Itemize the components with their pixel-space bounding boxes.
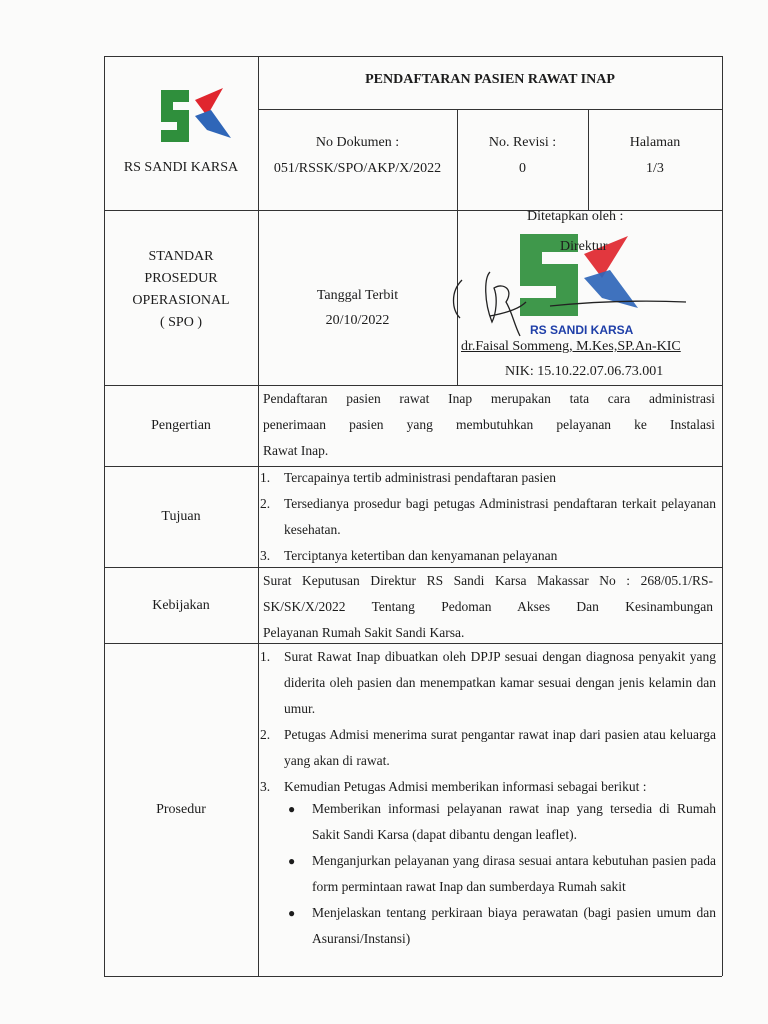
prosedur-bullet-list: [288, 796, 716, 952]
table-border-bottom: [104, 976, 722, 977]
list-item: ● Menjelaskan tentang perkiraan biaya perawatan (bagi pasien umum dan Asuransi/Instansi): [288, 905, 716, 946]
hospital-name: RS SANDI KARSA: [123, 160, 239, 175]
kebijakan-text: Surat Keputusan Direktur RS Sandi Karsa Makassar No : 268/05.1/RS- SK/SK/X/2022 Tentang Pedoman Akses Dan Kesinambungan Pelayanan Rumah Sakit Sandi Karsa.: [263, 573, 713, 640]
halaman-label: Halaman: [629, 135, 681, 150]
table-border-top: [104, 56, 722, 57]
no-dokumen-label: No Dokumen :: [315, 135, 400, 150]
jabatan-direktur: Direktur: [560, 239, 608, 254]
spo-label: STANDAR PROSEDUR OPERASIONAL ( SPO ): [132, 249, 230, 330]
list-item: ● Menganjurkan pelayanan yang dirasa sesuai antara kebutuhan pasien pada form permintaan rawat Inap dan sumberdaya Rumah sakit: [288, 853, 716, 894]
document-title: PENDAFTARAN PASIEN RAWAT INAP: [365, 72, 615, 87]
no-revisi-value: 0: [519, 161, 526, 176]
tujuan-list: [260, 465, 716, 569]
halaman-value: 1/3: [646, 161, 664, 176]
signatory-name: dr.Faisal Sommeng, M.Kes,SP.An-KIC: [461, 339, 681, 354]
tujuan-label: Tujuan: [161, 509, 201, 524]
list-item: 3. Terciptanya ketertiban dan kenyamanan pelayanan: [260, 548, 558, 563]
ditetapkan-oleh-label: Ditetapkan oleh :: [527, 209, 624, 224]
list-item: 2. Petugas Admisi menerima surat pengantar rawat inap dari pasien atau keluarga yang akan di rawat.: [260, 727, 716, 768]
list-item: ● Memberikan informasi pelayanan rawat inap yang tersedia di Rumah Sakit Sandi Karsa (dapat dibantu dengan leaflet).: [288, 801, 716, 842]
no-dokumen-value: 051/RSSK/SPO/AKP/X/2022: [273, 161, 442, 176]
kebijakan-label: Kebijakan: [152, 598, 210, 613]
pengertian-text: Pendaftaran pasien rawat Inap merupakan tata cara administrasi penerimaan pasien yang membutuhkan pelayanan ke Instalasi Rawat Inap.: [263, 391, 715, 458]
stamp-text: RS SANDI KARSA: [530, 323, 634, 337]
tanggal-terbit-label: Tanggal Terbit: [316, 288, 399, 303]
hospital-logo: [155, 86, 235, 150]
no-revisi-label: No. Revisi :: [488, 135, 557, 150]
list-item: 2. Tersedianya prosedur bagi petugas Administrasi pendaftaran terkait pelayanan kesehatan.: [260, 496, 716, 537]
prosedur-list: [260, 644, 716, 800]
signatory-nik: NIK: 15.10.22.07.06.73.001: [505, 364, 664, 379]
prosedur-label: Prosedur: [156, 802, 206, 817]
pengertian-label: Pengertian: [151, 418, 211, 433]
tanggal-terbit-value: 20/10/2022: [325, 313, 390, 328]
list-item: 3. Kemudian Petugas Admisi memberikan informasi sebagai berikut :: [260, 779, 647, 794]
list-item: 1. Surat Rawat Inap dibuatkan oleh DPJP sesuai dengan diagnosa penyakit yang diderita oleh pasien dan menempatkan kamar sesuai dengan jenis kelamin dan umur.: [260, 649, 716, 716]
list-item: 1. Tercapainya tertib administrasi pendaftaran pasien: [260, 470, 556, 485]
